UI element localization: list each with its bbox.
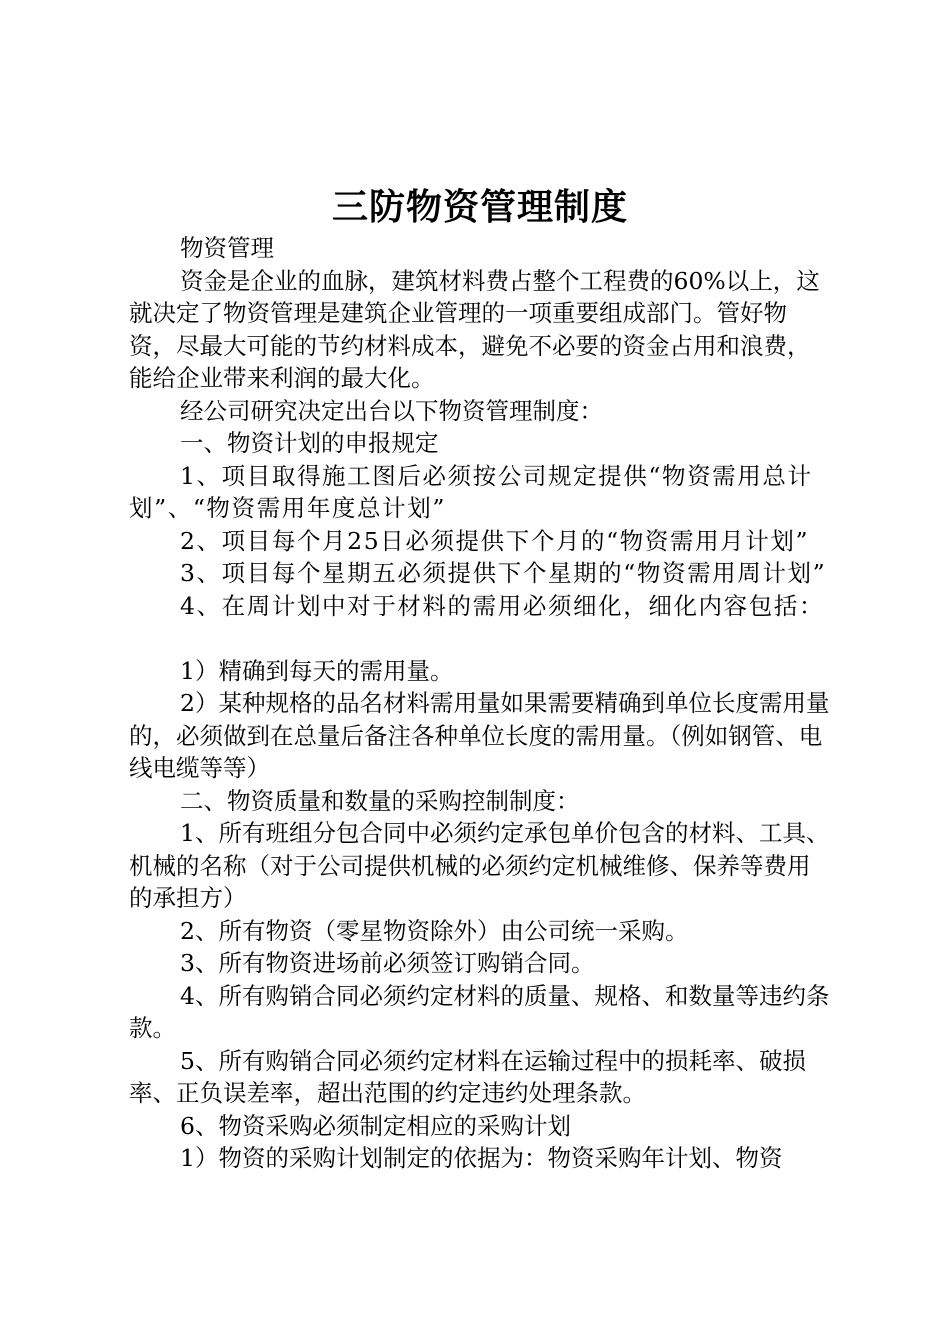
document-body xyxy=(129,232,831,1175)
blank-line xyxy=(129,622,831,655)
clause-2-2: 2、所有物资（零星物资除外）由公司统一采购。 xyxy=(180,916,689,945)
clause-2-6: 6、物资采购必须制定相应的采购计划 xyxy=(180,1111,571,1140)
clause-1-4-item-1: 1）精确到每天的需用量。 xyxy=(180,656,454,685)
document-title: 三防物资管理制度 xyxy=(331,186,628,228)
clause-1-4-item-2: 2）某种规格的品名材料需用量如果需要精确到单位长度需用量的，必须做到在总量后备注各种单位长度的需用量。（例如钢管、电线电缆等等） xyxy=(129,689,830,782)
clause-1-3: 3、项目每个星期五必须提供下个星期的“物资需用周计划” xyxy=(180,559,827,587)
clause-2-1: 1、所有班组分包合同中必须约定承包单价包含的材料、工具、机械的名称（对于公司提供机械的必须约定机械维修、保养等费用的承担方） xyxy=(129,819,830,912)
clause-2-4: 4、所有购销合同必须约定材料的质量、规格、和数量等违约条款。 xyxy=(129,981,830,1042)
section-heading-material-management: 物资管理 xyxy=(180,234,274,262)
clause-1-4: 4、在周计划中对于材料的需用必须细化，细化内容包括： xyxy=(180,591,825,620)
clause-1-1: 1、项目取得施工图后必须按公司规定提供“物资需用总计划”、“物资需用年度总计划” xyxy=(129,461,813,522)
intro-paragraph: 资金是企业的血脉，建筑材料费占整个工程费的60%以上，这就决定了物资管理是建筑企业管理的一项重要组成部门。管好物资，尽最大可能的节约材料成本，避免不必要的资金占用和浪费，能给企业带来利润的最大化。 xyxy=(129,266,820,392)
clause-2-6-item-1: 1）物资的采购计划制定的依据为：物资采购年计划、物资 xyxy=(180,1144,783,1172)
section-heading-procurement-control: 二、物资质量和数量的采购控制制度： xyxy=(180,786,580,815)
clause-2-5: 5、所有购销合同必须约定材料在运输过程中的损耗率、破损率、正负误差率，超出范围的约定违约处理条款。 xyxy=(129,1046,806,1107)
clause-1-2: 2、项目每个月25日必须提供下个月的“物资需用月计划” xyxy=(180,526,810,555)
section-heading-plan-reporting: 一、物资计划的申报规定 xyxy=(180,429,439,457)
decision-statement: 经公司研究决定出台以下物资管理制度： xyxy=(180,396,603,425)
clause-2-3: 3、所有物资进场前必须签订购销合同。 xyxy=(180,949,595,977)
